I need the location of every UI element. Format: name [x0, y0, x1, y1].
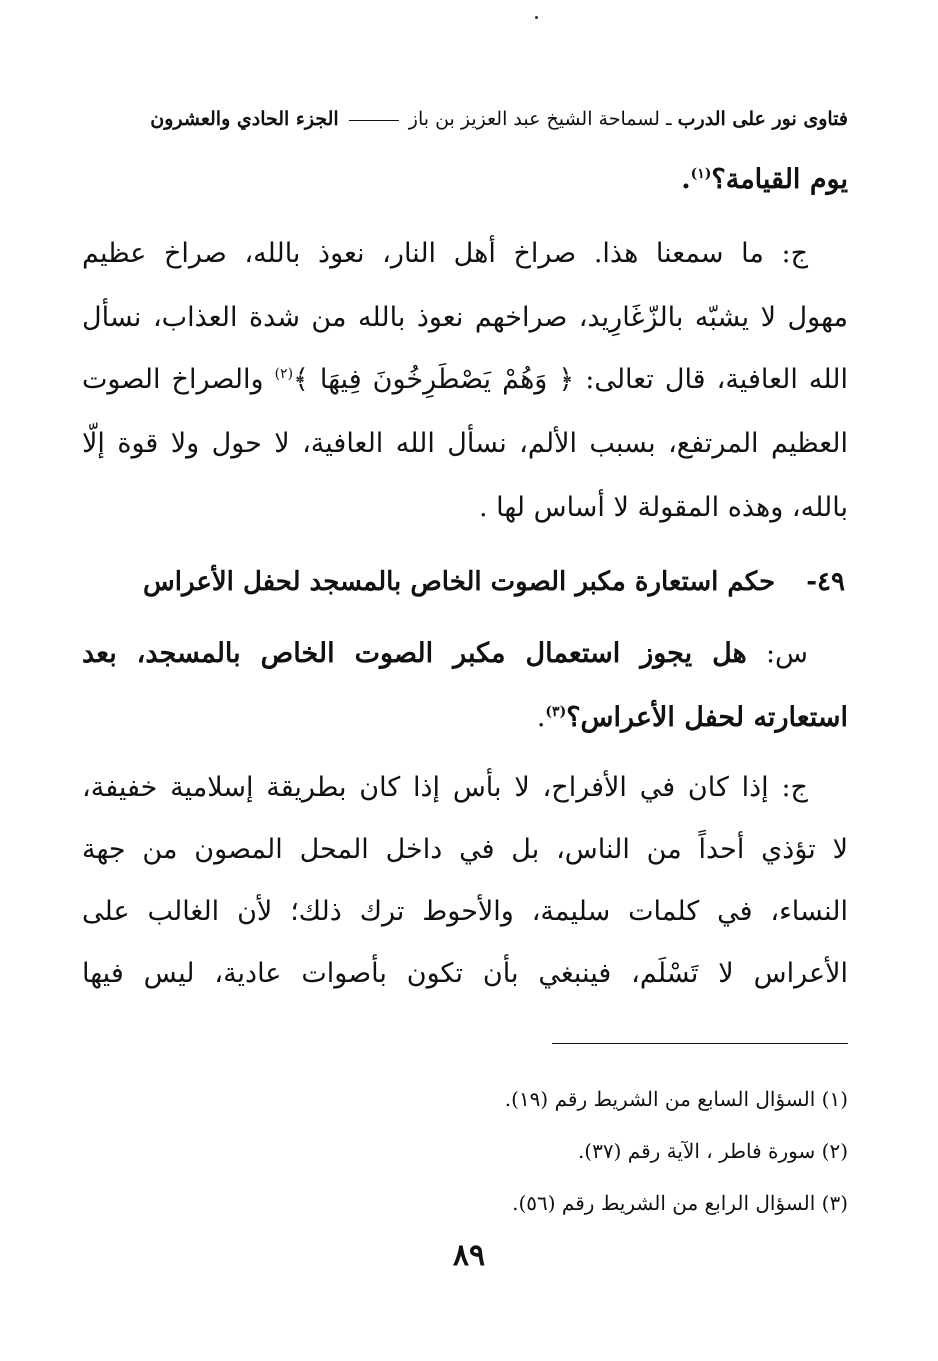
page-number: ٨٩: [452, 1238, 486, 1273]
volume-label: الجزء الحادي والعشرون: [150, 108, 339, 130]
answer1-line1: ج: ما سمعنا هذا. صراخ أهل النار، نعوذ بالله، صراخ عظيم: [82, 238, 808, 269]
footnote-1: (١) السؤال السابع من الشريط رقم (١٩).: [504, 1087, 848, 1111]
question-fragment-text: يوم القيامة؟: [711, 164, 848, 195]
answer1-line3: [82, 356, 848, 404]
answer2-line1: ج: إذا كان في الأفراح، لا بأس إذا كان بطريقة إسلامية خفيفة،: [82, 772, 808, 803]
answer1-line3-start: الله العافية، قال تعالى:: [585, 364, 848, 395]
footnote-divider: [552, 1043, 848, 1044]
book-title: فتاوى نور على الدرب: [677, 108, 848, 130]
question2-line1: [82, 630, 848, 678]
section-title: حكم استعارة مكبر الصوت الخاص بالمسجد لحفل الأعراس: [143, 567, 776, 597]
fragment-period: .: [681, 164, 691, 195]
footnote-ref-1: (١): [690, 166, 712, 182]
answer2-line2: لا تؤذي أحداً من الناس، بل في داخل المحل المصون من جهة: [82, 834, 848, 865]
header-rule: [349, 120, 399, 121]
answer1-line3-end: والصراخ الصوت: [82, 364, 264, 395]
answer1-line2: مهول لا يشبّه بالزّغَارِيد، صراخهم نعوذ بالله من شدة العذاب، نسأل: [82, 302, 848, 333]
answer1-line4: العظيم المرتفع، بسبب الألم، نسأل الله العافية، لا حول ولا قوة إلّا: [82, 428, 848, 459]
section-number: ٤٩-: [806, 567, 845, 597]
question-prefix: س:: [765, 638, 808, 669]
scan-speck: [535, 16, 538, 19]
footnote-3: (٣) السؤال الرابع من الشريط رقم (٥٦).: [512, 1191, 848, 1215]
question2-line2-text: استعارته لحفل الأعراس؟: [566, 702, 848, 733]
footnote-2: (٢) سورة فاطر ، الآية رقم (٣٧).: [577, 1139, 848, 1163]
running-header: [82, 104, 848, 134]
answer2-line3: النساء، في كلمات سليمة، والأحوط ترك ذلك؛ لأن الغالب على: [82, 896, 848, 927]
header-dash: ـ: [666, 108, 672, 130]
question-fragment: [82, 156, 848, 204]
author-name: لسماحة الشيخ عبد العزيز بن باز: [408, 108, 660, 130]
question2-text: هل يجوز استعمال مكبر الصوت الخاص بالمسجد، بعد: [82, 638, 747, 669]
section-heading: [140, 560, 848, 604]
question2-line2: [82, 694, 848, 742]
footnote-ref-3: (٣): [545, 704, 567, 720]
answer1-line5: بالله، وهذه المقولة لا أساس لها .: [478, 492, 848, 523]
quran-verse: ﴿ وَهُمْ يَصْطَرِخُونَ فِيهَا ﴾: [293, 364, 575, 395]
answer2-line4: الأعراس لا تَسْلَم، فينبغي بأن تكون بأصوات عادية، ليس فيها: [82, 958, 848, 989]
question2-period: .: [536, 702, 546, 733]
footnote-ref-2: (٢): [274, 366, 294, 382]
